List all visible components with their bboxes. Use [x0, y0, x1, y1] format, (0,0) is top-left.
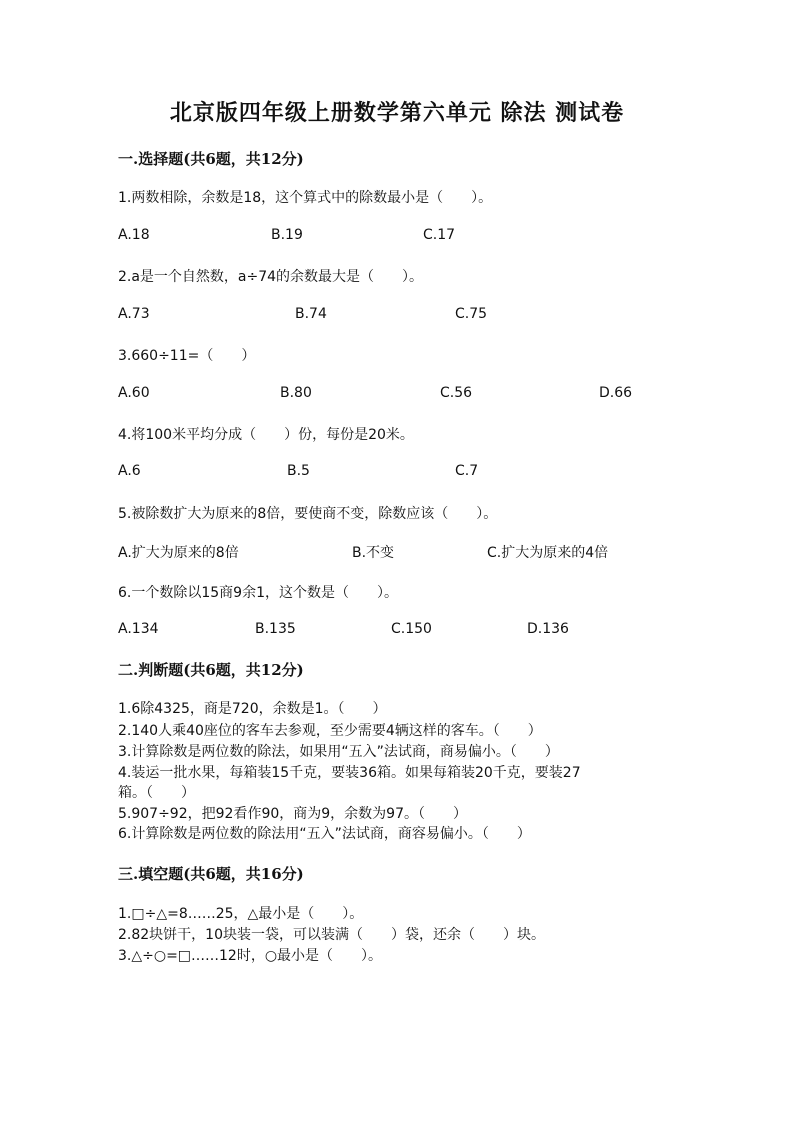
option-c: C.7 [455, 463, 479, 479]
option-a: A.134 [118, 621, 159, 637]
section-heading-choice: 一.选择题(共6题，共12分) [118, 150, 304, 168]
option-b: B.19 [271, 227, 303, 243]
option-a: A.6 [118, 463, 141, 479]
judgment-line: 6.计算除数是两位数的除法用“五入”法试商，商容易偏小。（ ） [118, 826, 531, 842]
option-c: C.17 [423, 227, 456, 243]
option-d: D.136 [527, 621, 569, 637]
judgment-line: 箱。（ ） [118, 785, 195, 801]
option-d: D.66 [599, 385, 633, 401]
judgment-line: 3.计算除数是两位数的除法，如果用“五入”法试商，商易偏小。（ ） [118, 744, 559, 760]
option-a: A.18 [118, 227, 150, 243]
question-text: 3.660÷11=（ ） [118, 348, 256, 364]
option-b: B.不变 [352, 545, 395, 561]
fill-blank-line: 2.82块饼干，10块装一袋，可以装满（ ）袋，还余（ ）块。 [118, 927, 545, 943]
question-text: 5.被除数扩大为原来的8倍，要使商不变，除数应该（ ）。 [118, 506, 498, 522]
page-title: 北京版四年级上册数学第六单元 除法 测试卷 [169, 100, 625, 126]
question-text: 1.两数相除，余数是18，这个算式中的除数最小是（ ）。 [118, 190, 493, 206]
option-a: A.73 [118, 306, 150, 322]
option-a: A.60 [118, 385, 150, 401]
option-b: B.5 [287, 463, 310, 479]
question-text: 4.将100米平均分成（ ）份，每份是20米。 [118, 427, 414, 443]
option-c: C.150 [391, 621, 432, 637]
option-c: C.扩大为原来的4倍 [487, 545, 609, 561]
section-heading-fill-blank: 三.填空题(共6题，共16分) [118, 865, 304, 883]
judgment-line: 4.装运一批水果，每箱装15千克，要装36箱。如果每箱装20千克，要装27 [118, 765, 581, 781]
section-heading-judgment: 二.判断题(共6题，共12分) [118, 661, 304, 679]
option-c: C.56 [440, 385, 473, 401]
fill-blank-line: 1.□÷△=8……25，△最小是（ ）。 [118, 906, 364, 922]
option-a: A.扩大为原来的8倍 [118, 545, 239, 561]
judgment-line: 1.6除4325，商是720，余数是1。（ ） [118, 701, 387, 717]
option-b: B.80 [280, 385, 312, 401]
option-c: C.75 [455, 306, 488, 322]
option-b: B.74 [295, 306, 327, 322]
question-text: 2.a是一个自然数，a÷74的余数最大是（ ）。 [118, 269, 424, 285]
option-b: B.135 [255, 621, 296, 637]
question-text: 6.一个数除以15商9余1，这个数是（ ）。 [118, 585, 398, 601]
judgment-line: 2.140人乘40座位的客车去参观，至少需要4辆这样的客车。（ ） [118, 723, 542, 739]
judgment-line: 5.907÷92，把92看作90，商为9，余数为97。（ ） [118, 806, 467, 822]
fill-blank-line: 3.△÷○=□……12时，○最小是（ ）。 [118, 948, 383, 964]
